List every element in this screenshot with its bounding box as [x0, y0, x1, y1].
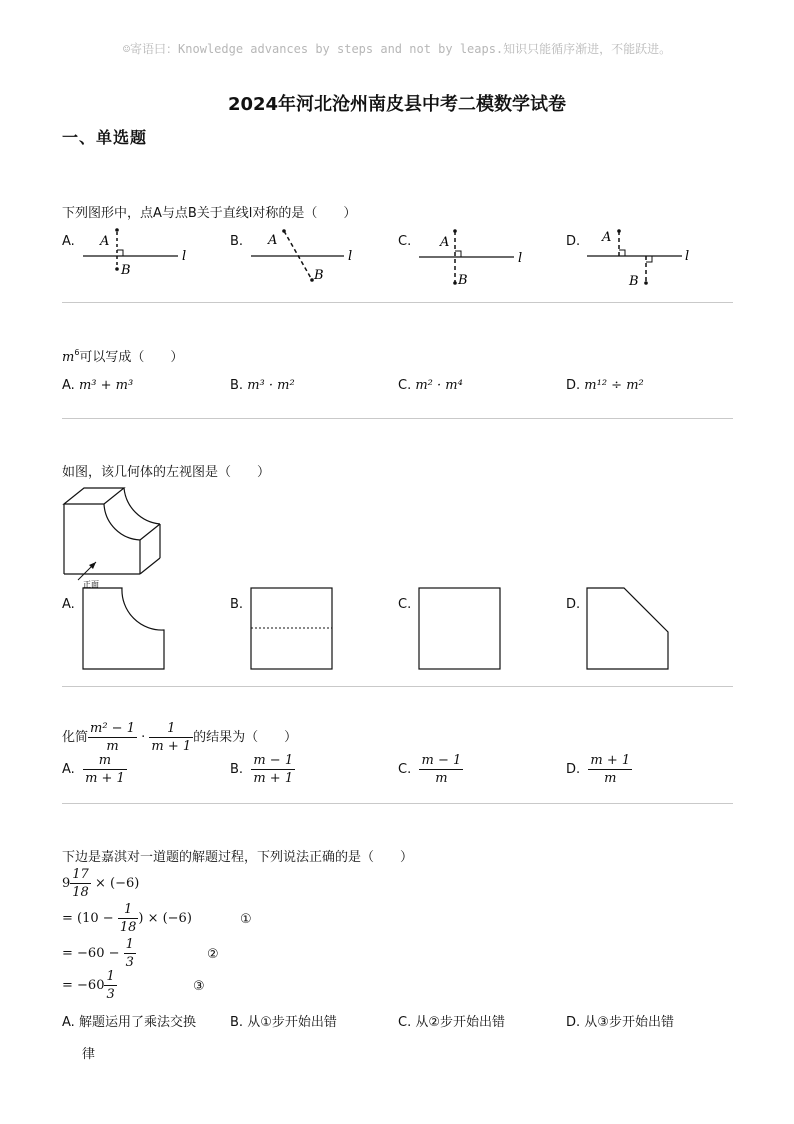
q1d-point-b: B [629, 274, 639, 289]
q1d-line-l: l [685, 249, 690, 264]
q1b-point-b: B [314, 268, 324, 283]
q2-stem-text: 可以写成（ ） [79, 350, 184, 365]
q4-option-b-den: m + 1 [253, 771, 294, 786]
q1-figure-c [414, 222, 534, 292]
q1c-point-b: B [458, 273, 468, 288]
q5-option-d-label: D. [566, 1015, 581, 1030]
q1-option-a-label: A. [62, 234, 75, 249]
q4-option-a-num: m [83, 752, 127, 770]
q5-line1-den: 18 [72, 885, 89, 900]
q4-option-a-den: m + 1 [85, 771, 125, 786]
q4-frac1-den: m [106, 739, 119, 754]
q2-stem-exp: 6 [74, 348, 80, 357]
q5-line3-lead: = −60 − [62, 946, 120, 961]
question-3-text: 如图，该几何体的左视图是（ ） [62, 465, 271, 480]
q5-step-1 [62, 901, 192, 936]
q3-view-c [416, 585, 506, 675]
q5-option-b-text: 从①步开始出错 [247, 1015, 337, 1030]
q3-option-b-label: B. [230, 597, 244, 612]
section-heading: 一、单选题 [62, 128, 148, 147]
q5-line3-den: 3 [125, 955, 134, 970]
divider-3 [62, 686, 733, 687]
q2-option-d [566, 378, 644, 393]
q5-mark-3: ③ [193, 979, 205, 994]
q1d-point-a: A [602, 230, 612, 245]
q1-option-c-label: C. [398, 234, 412, 249]
q5-line4-num: 1 [106, 969, 115, 984]
q4-option-c-label: C. [398, 762, 412, 777]
q5-step-0 [62, 866, 139, 901]
q2-option-b-label: B. [230, 378, 244, 393]
q4-prefix: 化简 [62, 730, 89, 745]
q5-line4-den: 3 [106, 987, 115, 1002]
q1a-point-a: A [100, 234, 110, 249]
q2-option-a [62, 378, 133, 393]
q5-line2-rest: ) × (−6) [138, 911, 192, 926]
question-4-text [62, 720, 297, 755]
divider-4 [62, 803, 733, 804]
q5-option-a-label: A. [62, 1015, 75, 1030]
q4-option-c [398, 752, 463, 787]
q4-option-d [566, 752, 632, 787]
q5-line2-lead: = (10 − [62, 911, 114, 926]
q4-suffix: 的结果为（ ） [193, 730, 298, 745]
q3-front-label: 正面 [83, 580, 99, 589]
q2-option-b [230, 378, 295, 393]
q3-view-b [248, 585, 338, 675]
q5-step-3 [62, 968, 117, 1003]
q4-option-b-num: m − 1 [253, 753, 294, 768]
q5-line2-den: 18 [119, 920, 137, 935]
q1-option-b-label: B. [230, 234, 244, 249]
q4-option-c-den: m [435, 771, 448, 786]
question-2-text [62, 346, 183, 365]
q1-figure-d [582, 222, 702, 292]
q5-line4-lead: = −60 [62, 978, 105, 993]
q4-option-d-num: m + 1 [590, 753, 631, 768]
q2-option-a-label: A. [62, 378, 75, 393]
q4-dot: · [141, 730, 146, 745]
q3-option-c-label: C. [398, 597, 412, 612]
q2-option-c-label: C. [398, 378, 412, 393]
q5-step-2 [62, 936, 136, 971]
q1a-point-b: B [121, 263, 131, 278]
page-title: 2024年河北沧州南皮县中考二模数学试卷 [227, 94, 567, 115]
q5-option-a-text-cont: 律 [82, 1047, 96, 1062]
q2-option-c-expr: m² · m⁴ [415, 378, 463, 393]
q4-option-a-label: A. [62, 762, 75, 777]
q4-frac2-num: 1 [149, 720, 193, 738]
q1-option-d-label: D. [566, 234, 581, 249]
q5-option-d-text: 从③步开始出错 [584, 1015, 674, 1030]
q5-option-b-label: B. [230, 1015, 244, 1030]
q5-mark-2: ② [207, 947, 219, 962]
q2-option-a-expr: m³ + m³ [78, 378, 134, 393]
question-1-text: 下列图形中，点A与点B关于直线l对称的是（ ） [62, 206, 357, 221]
divider-2 [62, 418, 733, 419]
q3-view-d [584, 585, 674, 675]
q1a-line-l: l [182, 249, 187, 264]
q1c-line-l: l [518, 251, 523, 266]
q4-fraction-2 [149, 720, 193, 755]
q5-line3-num: 1 [125, 937, 134, 952]
q5-option-b [230, 1011, 337, 1030]
q4-frac1-num: m² − 1 [90, 721, 135, 736]
q5-line1-rest: × (−6) [94, 876, 140, 891]
q5-option-c-text: 从②步开始出错 [415, 1015, 506, 1030]
q4-option-b-label: B. [230, 762, 244, 777]
q1-figure-a [78, 222, 198, 292]
q5-line1-num: 17 [72, 867, 89, 882]
q2-option-c [398, 378, 463, 393]
q5-option-c-label: C. [398, 1015, 412, 1030]
q4-fraction-1 [88, 720, 137, 755]
q3-option-d-label: D. [566, 597, 581, 612]
q4-option-c-num: m − 1 [421, 753, 462, 768]
q1c-point-a: A [440, 235, 450, 250]
q4-option-b [230, 752, 295, 787]
divider-1 [62, 302, 733, 303]
q2-option-b-expr: m³ · m² [247, 378, 295, 393]
q2-option-d-expr: m¹² ÷ m² [584, 378, 644, 393]
q5-option-c [398, 1011, 505, 1030]
q1b-line-l: l [348, 249, 353, 264]
q5-option-d [566, 1011, 674, 1030]
q2-option-d-label: D. [566, 378, 581, 393]
q2-stem-base: m [62, 350, 75, 365]
q5-line2-num: 1 [118, 901, 139, 919]
q1-figure-b [246, 222, 366, 292]
q5-option-a [62, 1011, 196, 1030]
q4-option-d-label: D. [566, 762, 581, 777]
question-5-text: 下边是嘉淇对一道题的解题过程，下列说法正确的是（ ） [62, 850, 414, 865]
header-motto: ☺寄语曰：Knowledge advances by steps and not by leaps.知识只能循序渐进，不能跃进。 [122, 42, 672, 56]
q3-view-a [80, 585, 170, 675]
q3-option-a-label: A. [62, 597, 75, 612]
q4-frac2-den: m + 1 [151, 739, 192, 754]
q5-option-a-text: 解题运用了乘法交换 [78, 1015, 196, 1030]
q5-line1-whole: 9 [62, 876, 71, 891]
q4-option-a [62, 752, 127, 787]
q1b-point-a: A [268, 233, 278, 248]
q5-mark-1: ① [240, 912, 252, 927]
q3-solid-figure [58, 484, 168, 592]
q4-option-d-den: m [604, 771, 617, 786]
